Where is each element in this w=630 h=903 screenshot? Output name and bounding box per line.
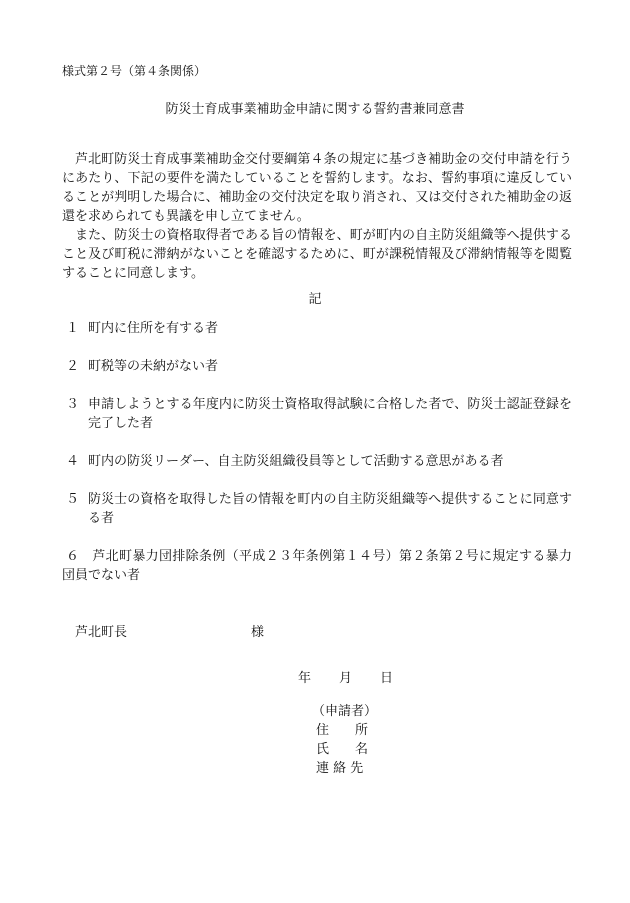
- applicant-name-label: 氏 名: [316, 742, 369, 757]
- list-item: [62, 357, 572, 376]
- addressee-line: [75, 621, 265, 640]
- item-text: 町内に住所を有する者: [88, 321, 219, 336]
- item-text: 町内の防災リーダー、自主防災組織役員等として活動する意思がある者: [88, 454, 504, 469]
- document-title: 防災士育成事業補助金申請に関する誓約書兼同意書: [165, 102, 465, 117]
- list-item: [62, 395, 572, 433]
- date-month: 月: [339, 671, 353, 686]
- intro-paragraph-2: また、防災士の資格取得者である旨の情報を、町が町内の自主防災組織等へ提供すること及び町税に滞納がないことを確認するために、町が課税情報及び滞納情報等を閲覧することに同意します。: [62, 228, 572, 281]
- addressee: 芦北町長: [75, 625, 128, 640]
- list-item: [62, 547, 572, 585]
- honorific: 様: [251, 625, 265, 640]
- item-number: ６: [66, 549, 80, 564]
- intro-text: [62, 150, 572, 283]
- date-year: 年: [298, 671, 312, 686]
- applicant-block: [312, 702, 377, 778]
- requirements-list: [62, 319, 572, 604]
- applicant-address-label: 住 所: [316, 723, 369, 738]
- item-number: ３: [66, 397, 80, 412]
- item-number: ５: [66, 492, 80, 507]
- applicant-contact-label: 連 絡 先: [316, 761, 364, 776]
- item-number: ２: [66, 359, 80, 374]
- form-number: 様式第２号（第４条関係）: [62, 64, 207, 78]
- list-item: [62, 319, 572, 338]
- item-number: ４: [66, 454, 80, 469]
- item-number: １: [66, 321, 80, 336]
- item-text: 町税等の未納がない者: [88, 359, 219, 374]
- item-text: 申請しようとする年度内に防災士資格取得試験に合格した者で、防災士認証登録を完了した者: [88, 397, 572, 431]
- intro-paragraph-1: 芦北町防災士育成事業補助金交付要綱第４条の規定に基づき補助金の交付申請を行うにあたり、下記の要件を満たしていることを誓約します。なお、誓約事項に違反していることが判明した場合に、補助金の交付決定を取り消され、又は交付された補助金の返還を求められても異議を申し立てません。: [62, 152, 572, 224]
- list-item: [62, 490, 572, 528]
- ki-heading: 記: [308, 292, 322, 307]
- list-item: [62, 452, 572, 471]
- item-text: 芦北町暴力団排除条例（平成２３年条例第１４号）第２条第２号に規定する暴力団員でない者: [62, 549, 572, 583]
- item-text: 防災士の資格を取得した旨の情報を町内の自主防災組織等へ提供することに同意する者: [88, 492, 572, 526]
- date-day: 日: [380, 671, 394, 686]
- applicant-heading: （申請者）: [312, 704, 378, 719]
- date-line: [298, 667, 393, 686]
